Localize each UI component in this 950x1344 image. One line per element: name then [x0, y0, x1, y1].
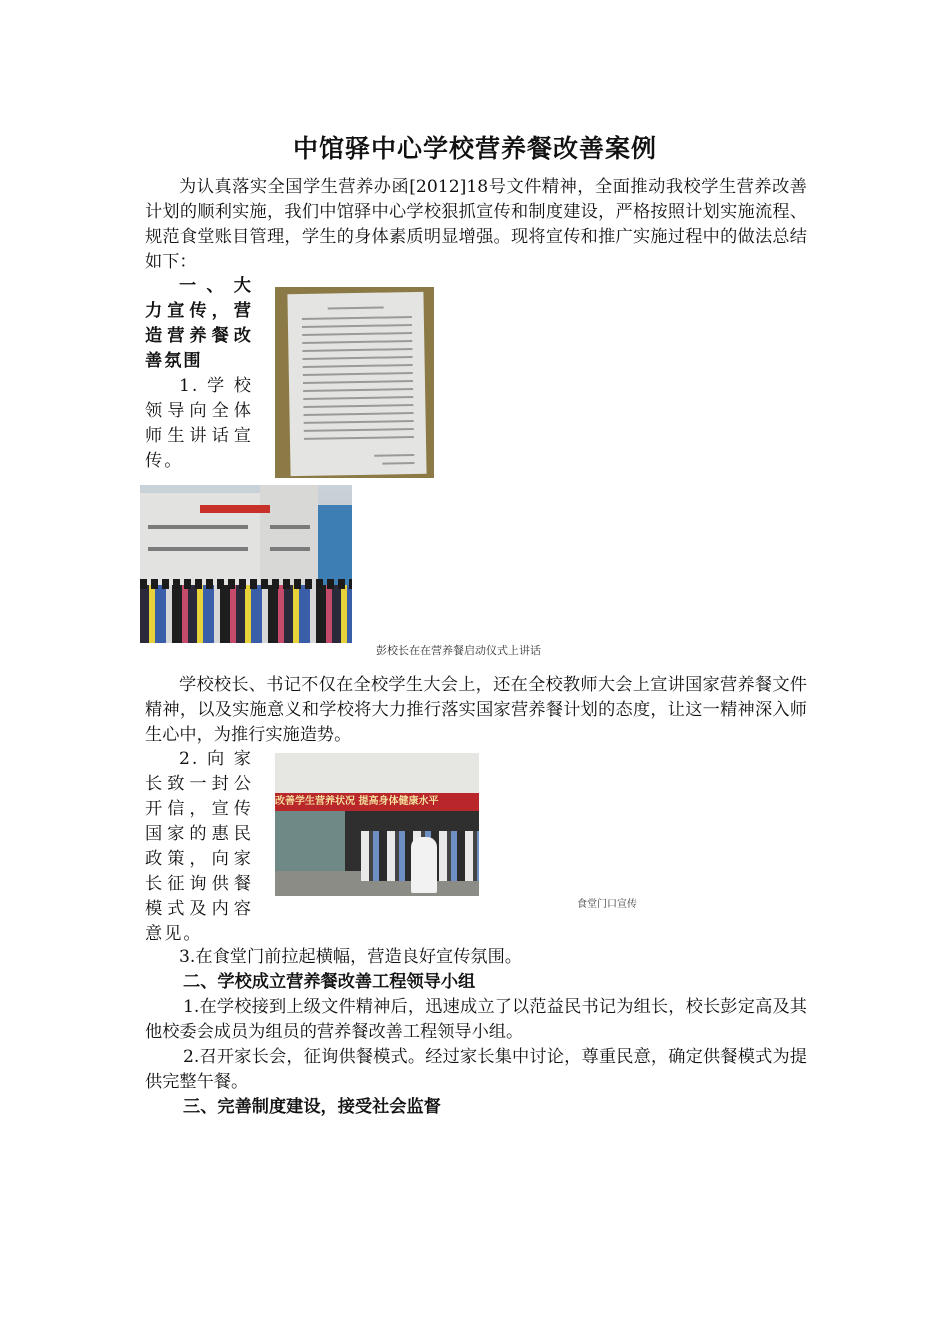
section2-item1: 1.在学校接到上级文件精神后，迅速成立了以范益民书记为组长，校长彭定高及其他校委会成员为组员的营养餐改善工程领导小组。 — [145, 997, 807, 1042]
ceremony-caption: 彭校长在在营养餐启动仪式上讲话 — [376, 644, 541, 657]
canteen-caption: 食堂门口宣传 — [577, 899, 637, 910]
item2-line: 开信，宣传 — [145, 799, 253, 819]
section1-heading-line: 力宣传，营 — [145, 301, 253, 321]
canteen-photo — [275, 753, 479, 896]
section3-heading: 三、完善制度建设，接受社会监督 — [183, 1097, 441, 1117]
section1-heading — [145, 274, 253, 374]
item2-line: 意见。 — [145, 924, 203, 944]
canteen-banner: 改善学生营养状况 提高身体健康水平 — [275, 793, 479, 811]
ceremony-photo — [140, 485, 352, 643]
principal-paragraph: 学校校长、书记不仅在全校学生大会上，还在全校教师大会上宣讲国家营养餐文件精神，以及实施意义和学校将大力推行落实国家营养餐计划的态度，让这一精神深入师生心中，为推行实施造势。 — [145, 675, 807, 745]
item2-line: 2.向家 — [179, 749, 253, 769]
section1-heading-line: 造营养餐改 — [145, 326, 253, 346]
section2-item2: 2.召开家长会，征询供餐模式。经过家长集中讨论，尊重民意，确定供餐模式为提供完整午餐。 — [145, 1047, 807, 1092]
section1-item1 — [145, 374, 253, 474]
item1-line: 传。 — [145, 451, 184, 471]
item2-line: 政策，向家 — [145, 849, 253, 869]
intro-paragraph: 为认真落实全国学生营养办函[2012]18号文件精神，全面推动我校学生营养改善计划的顺利实施，我们中馆驿中心学校狠抓宣传和制度建设，严格按照计划实施流程、规范食堂账目管理，学生的身体素质明显增强。现将宣传和推广实施过程中的做法总结如下： — [145, 177, 807, 272]
notice-document-photo — [275, 287, 434, 478]
item2-line: 国家的惠民 — [145, 824, 253, 844]
document-title: 中馆驿中心学校营养餐改善案例 — [292, 134, 657, 163]
item1-line: 师生讲话宣 — [145, 426, 253, 446]
item1-line: 1.学校 — [179, 376, 253, 396]
item1-line: 领导向全体 — [145, 401, 253, 421]
item2-line: 长致一封公 — [145, 774, 253, 794]
section1-item2 — [145, 747, 253, 947]
section1-item3: 3.在食堂门前拉起横幅，营造良好宣传氛围。 — [179, 947, 522, 967]
section2-heading: 二、学校成立营养餐改善工程领导小组 — [183, 972, 476, 992]
section1-heading-line: 善氛围 — [145, 351, 203, 371]
item2-line: 长征询供餐 — [145, 874, 253, 894]
item2-line: 模式及内容 — [145, 899, 253, 919]
section1-heading-line: 一、大 — [179, 276, 253, 296]
